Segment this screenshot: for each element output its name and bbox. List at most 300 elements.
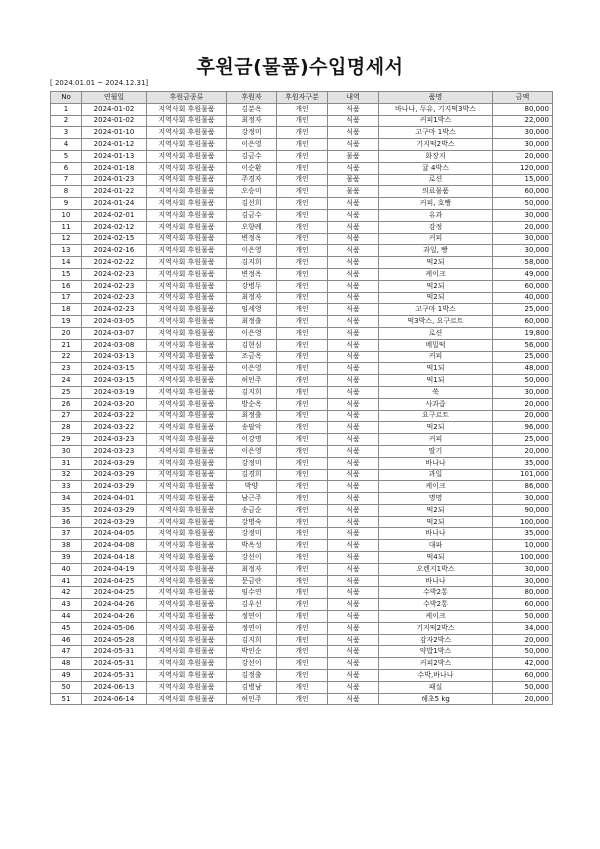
table-row [51,316,553,328]
cell-date: 2024-03-23 [82,434,147,446]
header-donor-type: 후원자구분 [277,92,328,104]
cell-date: 2024-05-28 [82,634,147,646]
cell-category: 물품 [328,186,379,198]
cell-date: 2024-02-22 [82,257,147,269]
cell-category: 물품 [328,174,379,186]
cell-donor-type: 개인 [277,257,328,269]
cell-type: 지역사회 후원물품 [147,304,227,316]
cell-type: 지역사회 후원물품 [147,198,227,210]
cell-no: 29 [51,434,82,446]
cell-no: 44 [51,611,82,623]
cell-item: 커피1박스 [379,115,493,127]
cell-category: 식품 [328,233,379,245]
cell-amount: 60,000 [493,280,553,292]
cell-item: 오렌지1박스 [379,563,493,575]
cell-item: 쑥 [379,386,493,398]
cell-type: 지역사회 후원물품 [147,363,227,375]
cell-no: 48 [51,658,82,670]
cell-category: 식품 [328,540,379,552]
cell-no: 30 [51,445,82,457]
cell-category: 식품 [328,681,379,693]
cell-donor-type: 개인 [277,150,328,162]
cell-donor: 강정미 [227,528,277,540]
cell-type: 지역사회 후원물품 [147,386,227,398]
cell-donor-type: 개인 [277,115,328,127]
cell-category: 식품 [328,422,379,434]
cell-donor: 강정미 [227,127,277,139]
cell-category: 식품 [328,103,379,115]
cell-category: 식품 [328,257,379,269]
cell-amount: 30,000 [493,575,553,587]
cell-amount: 60,000 [493,599,553,611]
period-range: [ 2024.01.01 ~ 2024.12.31] [50,79,149,87]
cell-date: 2024-03-07 [82,327,147,339]
cell-date: 2024-04-26 [82,611,147,623]
cell-type: 지역사회 후원물품 [147,221,227,233]
header-type: 후원금종류 [147,92,227,104]
cell-item: 떡2되 [379,516,493,528]
cell-no: 36 [51,516,82,528]
cell-no: 13 [51,245,82,257]
cell-amount: 48,000 [493,363,553,375]
cell-item: 화장지 [379,150,493,162]
cell-item: 패실 [379,681,493,693]
cell-type: 지역사회 후원물품 [147,410,227,422]
cell-no: 33 [51,481,82,493]
table-row [51,375,553,387]
cell-category: 식품 [328,575,379,587]
cell-type: 지역사회 후원물품 [147,327,227,339]
cell-donor: 최정자 [227,563,277,575]
cell-item: 로션 [379,327,493,339]
cell-type: 지역사회 후원물품 [147,351,227,363]
header-category: 내역 [328,92,379,104]
cell-item: 떡2되 [379,504,493,516]
cell-type: 지역사회 후원물품 [147,445,227,457]
cell-donor-type: 개인 [277,268,328,280]
cell-item: 떡3박스, 요구르트 [379,316,493,328]
cell-donor: 이은영 [227,327,277,339]
cell-item: 커피, 호빵 [379,198,493,210]
cell-no: 49 [51,670,82,682]
cell-item: 커피2박스 [379,658,493,670]
cell-amount: 30,000 [493,139,553,151]
cell-date: 2024-05-06 [82,622,147,634]
cell-date: 2024-02-23 [82,268,147,280]
cell-donor-type: 개인 [277,221,328,233]
cell-date: 2024-05-31 [82,646,147,658]
cell-item: 기지떡2박스 [379,139,493,151]
cell-amount: 35,000 [493,528,553,540]
cell-date: 2024-03-08 [82,339,147,351]
cell-date: 2024-02-23 [82,292,147,304]
cell-amount: 20,000 [493,221,553,233]
cell-donor: 김지희 [227,634,277,646]
cell-donor: 허인주 [227,375,277,387]
table-row [51,599,553,611]
cell-amount: 15,000 [493,174,553,186]
cell-donor: 김병남 [227,681,277,693]
cell-type: 지역사회 후원물품 [147,634,227,646]
table-row [51,257,553,269]
cell-date: 2024-02-23 [82,280,147,292]
cell-donor: 오승미 [227,186,277,198]
cell-no: 18 [51,304,82,316]
table-row [51,292,553,304]
cell-donor: 이은영 [227,139,277,151]
cell-item: 감자2박스 [379,634,493,646]
cell-item: 떡2되 [379,280,493,292]
cell-donor: 이순환 [227,162,277,174]
cell-amount: 50,000 [493,198,553,210]
table-row [51,139,553,151]
cell-donor: 박양 [227,481,277,493]
cell-amount: 101,000 [493,469,553,481]
cell-type: 지역사회 후원물품 [147,174,227,186]
cell-amount: 30,000 [493,209,553,221]
cell-amount: 100,000 [493,552,553,564]
cell-item: 로션 [379,174,493,186]
cell-donor-type: 개인 [277,670,328,682]
cell-category: 식품 [328,351,379,363]
cell-donor: 정연이 [227,611,277,623]
cell-type: 지역사회 후원물품 [147,316,227,328]
cell-donor: 정연이 [227,622,277,634]
cell-type: 지역사회 후원물품 [147,646,227,658]
cell-item: 대파 [379,540,493,552]
cell-donor: 오향례 [227,221,277,233]
cell-date: 2024-03-29 [82,481,147,493]
cell-donor-type: 개인 [277,563,328,575]
cell-donor: 송금순 [227,504,277,516]
table-row [51,658,553,670]
cell-no: 8 [51,186,82,198]
cell-item: 사과즙 [379,398,493,410]
cell-amount: 20,000 [493,398,553,410]
cell-donor: 문금란 [227,575,277,587]
cell-no: 35 [51,504,82,516]
cell-type: 지역사회 후원물품 [147,563,227,575]
cell-item: 과일, 빵 [379,245,493,257]
page-title: 후원금(물품)수입명세서 [196,56,404,78]
cell-date: 2024-01-13 [82,150,147,162]
cell-category: 식품 [328,162,379,174]
cell-type: 지역사회 후원물품 [147,504,227,516]
cell-donor-type: 개인 [277,339,328,351]
cell-date: 2024-01-10 [82,127,147,139]
cell-donor: 강선이 [227,552,277,564]
cell-donor: 최정자 [227,292,277,304]
cell-item: 딸기 [379,445,493,457]
cell-item: 귤 4박스 [379,162,493,174]
table-row [51,646,553,658]
cell-type: 지역사회 후원물품 [147,115,227,127]
table-row [51,209,553,221]
cell-category: 식품 [328,658,379,670]
cell-item: 케이크 [379,481,493,493]
cell-type: 지역사회 후원물품 [147,681,227,693]
cell-donor: 이강명 [227,434,277,446]
cell-type: 지역사회 후원물품 [147,611,227,623]
cell-date: 2024-01-22 [82,186,147,198]
cell-donor-type: 개인 [277,280,328,292]
cell-date: 2024-06-14 [82,693,147,705]
cell-no: 37 [51,528,82,540]
cell-donor-type: 개인 [277,575,328,587]
cell-category: 식품 [328,280,379,292]
table-row [51,469,553,481]
table-row [51,245,553,257]
table-row [51,493,553,505]
cell-donor: 임세영 [227,304,277,316]
cell-donor-type: 개인 [277,292,328,304]
cell-donor: 이은영 [227,445,277,457]
cell-type: 지역사회 후원물품 [147,150,227,162]
cell-donor-type: 개인 [277,646,328,658]
cell-item: 바나나 [379,575,493,587]
cell-donor: 최정출 [227,410,277,422]
cell-date: 2024-03-29 [82,504,147,516]
cell-donor: 강병두 [227,280,277,292]
cell-amount: 20,000 [493,410,553,422]
cell-amount: 80,000 [493,587,553,599]
cell-date: 2024-01-02 [82,115,147,127]
cell-donor-type: 개인 [277,457,328,469]
cell-no: 51 [51,693,82,705]
cell-no: 24 [51,375,82,387]
cell-date: 2024-02-16 [82,245,147,257]
cell-date: 2024-03-15 [82,375,147,387]
cell-category: 식품 [328,611,379,623]
cell-type: 지역사회 후원물품 [147,422,227,434]
cell-donor: 남근주 [227,493,277,505]
cell-donor: 강정미 [227,457,277,469]
cell-donor-type: 개인 [277,611,328,623]
cell-donor: 김현심 [227,339,277,351]
cell-donor: 김정출 [227,670,277,682]
cell-amount: 86,000 [493,481,553,493]
table-row [51,327,553,339]
cell-no: 14 [51,257,82,269]
cell-no: 32 [51,469,82,481]
cell-no: 45 [51,622,82,634]
cell-no: 15 [51,268,82,280]
cell-item: 요구르트 [379,410,493,422]
cell-amount: 20,000 [493,445,553,457]
cell-date: 2024-04-08 [82,540,147,552]
cell-type: 지역사회 후원물품 [147,209,227,221]
cell-donor-type: 개인 [277,398,328,410]
cell-amount: 50,000 [493,611,553,623]
cell-category: 식품 [328,516,379,528]
cell-category: 식품 [328,587,379,599]
table-row [51,670,553,682]
cell-type: 지역사회 후원물품 [147,186,227,198]
table-row [51,457,553,469]
cell-donor: 임수연 [227,587,277,599]
cell-item: 과일 [379,469,493,481]
cell-date: 2024-03-23 [82,445,147,457]
cell-date: 2024-03-22 [82,422,147,434]
cell-category: 식품 [328,646,379,658]
cell-item: 떡1되 [379,375,493,387]
cell-amount: 50,000 [493,646,553,658]
cell-item: 케이크 [379,268,493,280]
cell-type: 지역사회 후원물품 [147,127,227,139]
cell-category: 식품 [328,634,379,646]
cell-date: 2024-02-12 [82,221,147,233]
cell-category: 식품 [328,398,379,410]
cell-no: 12 [51,233,82,245]
cell-type: 지역사회 후원물품 [147,457,227,469]
table-row [51,162,553,174]
cell-category: 식품 [328,139,379,151]
cell-no: 46 [51,634,82,646]
cell-no: 11 [51,221,82,233]
cell-item: 약밥1박스 [379,646,493,658]
cell-category: 식품 [328,469,379,481]
cell-date: 2024-03-19 [82,386,147,398]
cell-donor-type: 개인 [277,363,328,375]
cell-donor: 김금수 [227,209,277,221]
table-row [51,280,553,292]
cell-no: 34 [51,493,82,505]
cell-category: 식품 [328,670,379,682]
table-row [51,103,553,115]
cell-donor-type: 개인 [277,422,328,434]
cell-no: 5 [51,150,82,162]
cell-amount: 42,000 [493,658,553,670]
cell-donor: 방순옥 [227,398,277,410]
table-row [51,611,553,623]
cell-amount: 58,000 [493,257,553,269]
cell-item: 바나나 [379,457,493,469]
table-row [51,268,553,280]
cell-amount: 35,000 [493,457,553,469]
cell-donor: 변정옥 [227,268,277,280]
cell-item: 고구마 1박스 [379,127,493,139]
cell-category: 식품 [328,198,379,210]
table-row [51,504,553,516]
cell-type: 지역사회 후원물품 [147,481,227,493]
cell-amount: 30,000 [493,563,553,575]
cell-date: 2024-03-15 [82,363,147,375]
cell-date: 2024-03-05 [82,316,147,328]
table-row [51,563,553,575]
cell-no: 6 [51,162,82,174]
cell-no: 40 [51,563,82,575]
cell-category: 식품 [328,457,379,469]
cell-type: 지역사회 후원물품 [147,139,227,151]
table-row [51,634,553,646]
cell-no: 23 [51,363,82,375]
cell-item: 커피 [379,351,493,363]
cell-donor: 조금옥 [227,351,277,363]
table-row [51,386,553,398]
cell-amount: 22,000 [493,115,553,127]
cell-type: 지역사회 후원물품 [147,375,227,387]
cell-category: 식품 [328,552,379,564]
cell-item: 떡4되 [379,552,493,564]
cell-item: 명명 [379,493,493,505]
cell-type: 지역사회 후원물품 [147,658,227,670]
cell-donor: 이은영 [227,363,277,375]
cell-donor-type: 개인 [277,504,328,516]
cell-no: 42 [51,587,82,599]
cell-date: 2024-03-13 [82,351,147,363]
cell-donor: 김선희 [227,198,277,210]
cell-donor-type: 개인 [277,233,328,245]
cell-item: 바나나, 두유, 기지떡3박스 [379,103,493,115]
cell-donor-type: 개인 [277,127,328,139]
cell-donor-type: 개인 [277,198,328,210]
cell-amount: 30,000 [493,386,553,398]
cell-amount: 25,000 [493,304,553,316]
cell-no: 19 [51,316,82,328]
table-row [51,186,553,198]
cell-date: 2024-04-19 [82,563,147,575]
cell-donor: 최정자 [227,115,277,127]
cell-date: 2024-01-24 [82,198,147,210]
cell-amount: 30,000 [493,127,553,139]
cell-donor: 주경자 [227,174,277,186]
cell-item: 바나나 [379,528,493,540]
cell-amount: 30,000 [493,233,553,245]
cell-donor-type: 개인 [277,681,328,693]
cell-item: 수박2통 [379,587,493,599]
cell-amount: 25,000 [493,434,553,446]
table-row [51,516,553,528]
cell-category: 식품 [328,386,379,398]
cell-donor: 김경희 [227,469,277,481]
cell-type: 지역사회 후원물품 [147,339,227,351]
cell-type: 지역사회 후원물품 [147,245,227,257]
cell-category: 식품 [328,375,379,387]
cell-date: 2024-02-23 [82,304,147,316]
cell-type: 지역사회 후원물품 [147,398,227,410]
cell-donor: 박옥성 [227,540,277,552]
cell-category: 식품 [328,339,379,351]
cell-donor-type: 개인 [277,552,328,564]
cell-category: 식품 [328,504,379,516]
cell-no: 20 [51,327,82,339]
cell-donor-type: 개인 [277,540,328,552]
cell-donor-type: 개인 [277,174,328,186]
cell-no: 22 [51,351,82,363]
cell-donor: 강명숙 [227,516,277,528]
cell-donor-type: 개인 [277,375,328,387]
cell-type: 지역사회 후원물품 [147,575,227,587]
cell-amount: 20,000 [493,634,553,646]
cell-item: 커피 [379,434,493,446]
table-row [51,540,553,552]
cell-type: 지역사회 후원물품 [147,552,227,564]
cell-type: 지역사회 후원물품 [147,103,227,115]
cell-category: 식품 [328,304,379,316]
cell-category: 식품 [328,563,379,575]
cell-donor-type: 개인 [277,162,328,174]
cell-donor-type: 개인 [277,316,328,328]
cell-date: 2024-01-12 [82,139,147,151]
cell-donor-type: 개인 [277,139,328,151]
cell-type: 지역사회 후원물품 [147,693,227,705]
cell-no: 31 [51,457,82,469]
cell-category: 식품 [328,434,379,446]
cell-item: 기지떡2박스 [379,622,493,634]
cell-no: 39 [51,552,82,564]
table-row [51,434,553,446]
cell-date: 2024-02-01 [82,209,147,221]
